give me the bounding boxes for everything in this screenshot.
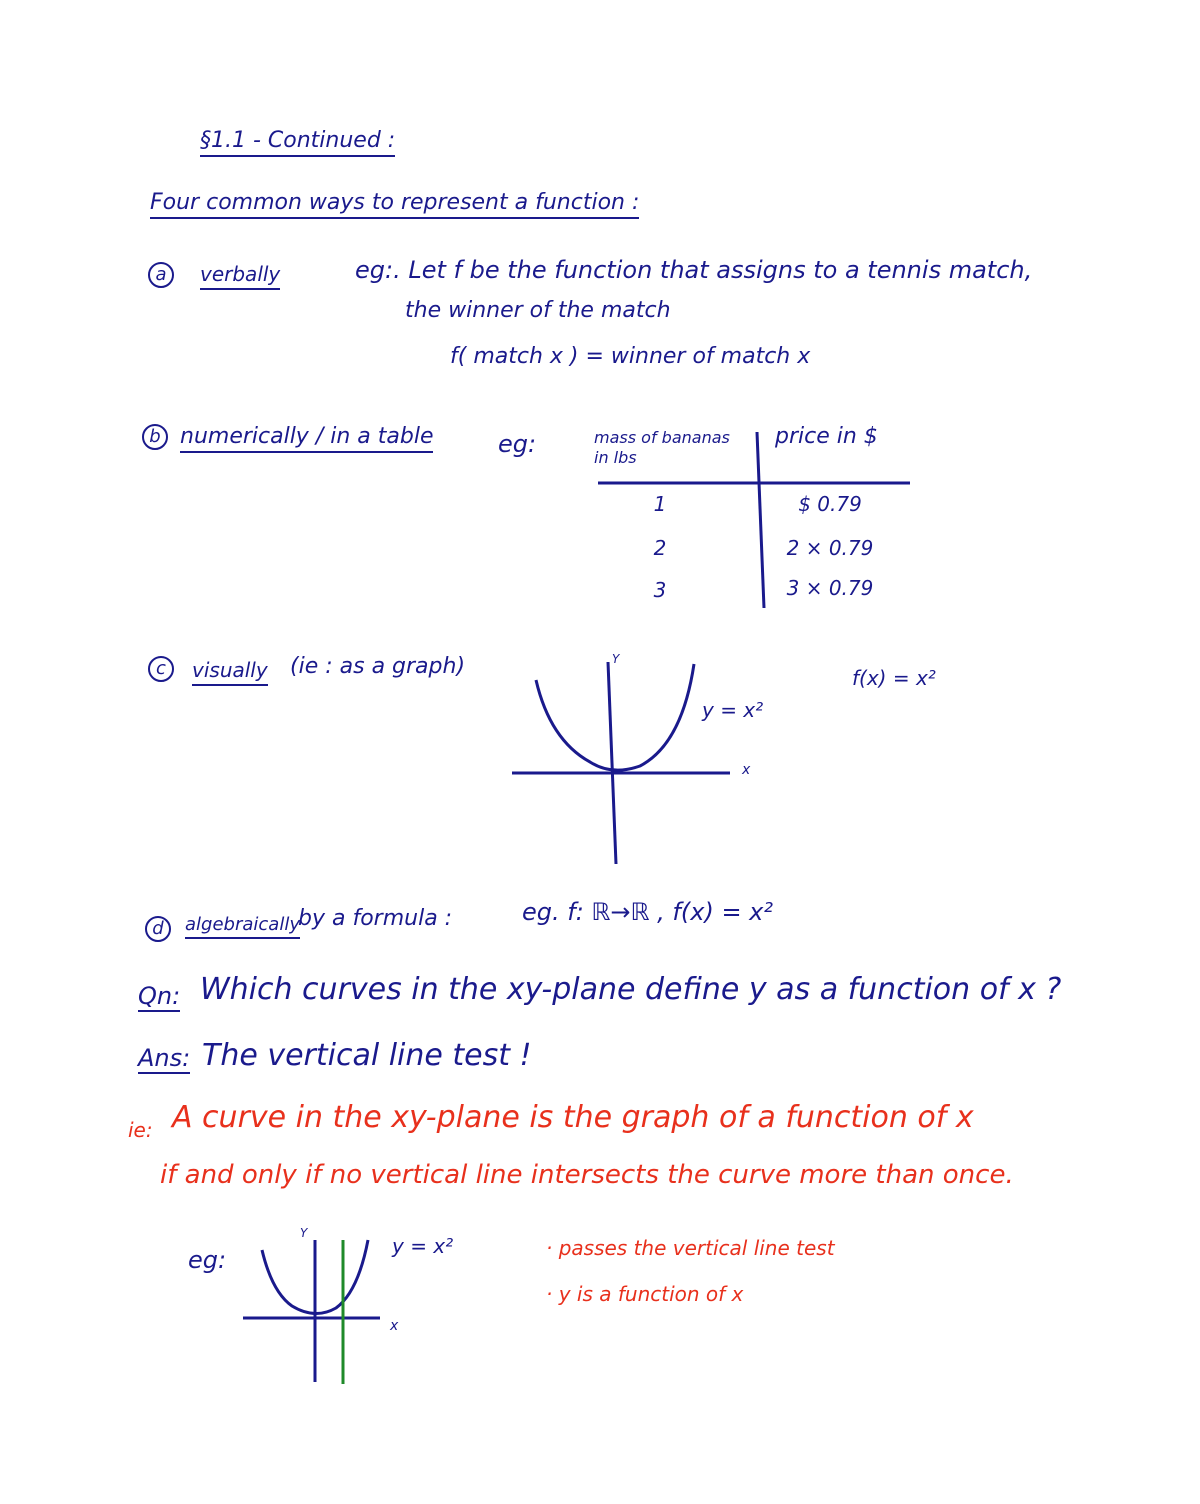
item-d-label: algebraically — [185, 914, 300, 939]
item-c-label: visually — [192, 658, 268, 686]
graph2-x-label: x — [390, 1318, 399, 1334]
question-text: Which curves in the xy-plane define y as a function of x ? — [200, 972, 1062, 1007]
rule-line1: A curve in the xy-plane is the graph of a function of x — [172, 1100, 974, 1135]
item-c-note: (ie : as a graph) — [290, 654, 466, 679]
item-c-marker-letter: c — [156, 658, 166, 679]
item-b-label: numerically / in a table — [180, 424, 433, 453]
question-prefix: Qn: — [138, 982, 181, 1010]
graph1-curve-label: y = x² — [702, 698, 764, 722]
rule-line2: if and only if no vertical line intersects the curve more than once. — [160, 1160, 1014, 1190]
table-header-price: price in $ — [775, 424, 878, 449]
subheading: Four common ways to represent a function : — [150, 190, 639, 219]
answer-text: The vertical line test ! — [202, 1038, 532, 1073]
rule-prefix: ie: — [128, 1118, 153, 1142]
answer-prefix: Ans: — [138, 1044, 191, 1072]
table-cell-price-3: 3 × 0.79 — [786, 576, 874, 600]
item-a-formula: f( match x ) = winner of match x — [450, 344, 811, 369]
example2-note-2: · y is a function of x — [546, 1282, 744, 1306]
item-d-text: by a formula : — [298, 906, 453, 931]
table-header-mass: mass of bananas in lbs — [594, 428, 730, 467]
example2-note-1: · passes the vertical line test — [546, 1236, 835, 1260]
graph1-y-label: Y — [612, 652, 620, 666]
example2-eg: eg: — [188, 1246, 227, 1274]
item-a-example-line2: the winner of the match — [405, 298, 671, 323]
item-d-example: eg. f: ℝ→ℝ , f(x) = x² — [522, 898, 774, 926]
graph1-x-label: x — [742, 762, 751, 778]
table-cell-price-1: $ 0.79 — [798, 492, 862, 516]
table-cell-mass-2: 2 — [653, 536, 667, 560]
item-b-marker-letter: b — [149, 426, 161, 447]
item-a-label: verbally — [200, 262, 280, 290]
graph2-curve-label: y = x² — [392, 1234, 454, 1258]
item-a-marker-letter: a — [155, 264, 167, 285]
table-cell-mass-3: 3 — [653, 578, 667, 602]
table-cell-price-2: 2 × 0.79 — [786, 536, 874, 560]
table-cell-mass-1: 1 — [653, 492, 667, 516]
page-heading: §1.1 - Continued : — [200, 128, 395, 157]
item-c-formula: f(x) = x² — [852, 666, 936, 690]
item-b-eg: eg: — [498, 430, 537, 458]
item-a-example-line1: eg:. Let f be the function that assigns to a tennis match, — [355, 256, 1033, 284]
item-d-marker-letter: d — [152, 918, 164, 939]
graph2-y-label: Y — [300, 1226, 308, 1240]
